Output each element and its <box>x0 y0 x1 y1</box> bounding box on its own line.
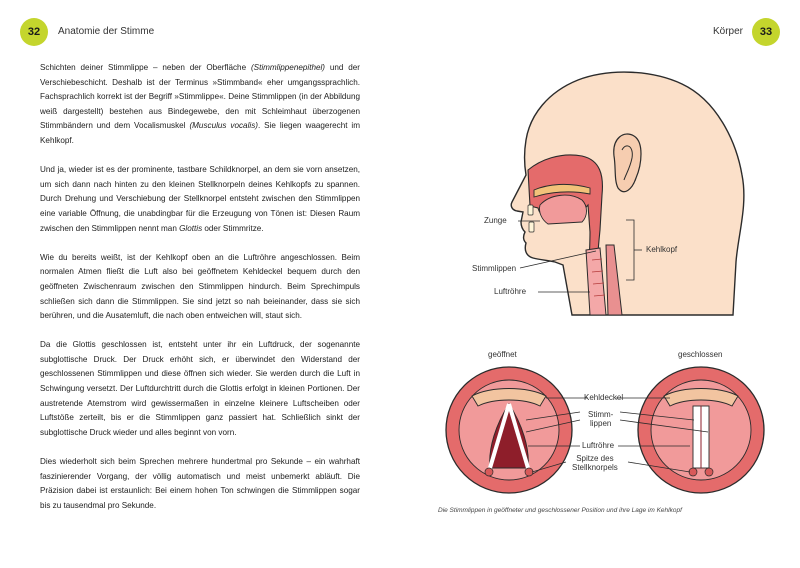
page-number-left: 32 <box>20 18 48 46</box>
label-spitze-line-1: Spitze des <box>576 454 614 463</box>
arytenoid-left <box>485 468 493 476</box>
label-stimmlippen-line-1: Stimm- <box>588 410 614 419</box>
label-spitze-line-2: Stellknorpels <box>572 463 618 472</box>
p1-text-a: Schichten deiner Stimmlippe – neben der Oberfläche <box>40 63 251 72</box>
teeth <box>528 205 533 215</box>
p2-text-b: oder Stimmritze. <box>202 223 264 233</box>
arytenoid-right <box>525 468 533 476</box>
label-kehlkopf: Kehlkopf <box>646 245 678 254</box>
label-stimmlippen-larynx <box>588 410 613 428</box>
teeth-lower <box>529 222 534 232</box>
paragraph-4: Da die Glottis geschlossen ist, entsteht unter ihr ein Luftdruck, der sogenannte subglottische Druck. Der Druck erhöht sich, er überwindet den Widerstand der geschlossenen Stimmlippen und diese öffnen sich wieder. Sie werden durch die Luft in Schwingung versetzt. Der Luftdurchtritt durch die Glottis erfolgt in kleinen Portionen. Der austretende Atemstrom wird gewissermaßen in einzelne kleinere Luftscheiben oder Luftstöße zerteilt, bis er die Stimmlippen ganz passiert hat. Schließlich sinkt der subglottische Druck wieder und alles beginnt von vorn. <box>40 340 360 437</box>
label-spitze-stellknorpel <box>572 454 618 472</box>
tongue <box>539 195 586 224</box>
p1-italic-b: (Musculus vocalis) <box>189 121 258 131</box>
paragraph-3: Wie du bereits weißt, ist der Kehlkopf oben an die Luftröhre angeschlossen. Beim normalen Atmen fließt die Luft also bei geöffnetem Kehldeckel bequem durch den geöffneten Zwischenraum zwischen den Stimmlippen hindurch. Beim Sprechimpuls schließen sich dann die Stimmlippen. Sie sind jetzt so nah beieinander, dass sie sich berühren, und die Ausatemluft, die nach oben entweichen will, staut sich. <box>40 252 360 321</box>
p1-italic-a: (Stimmlippenepithel) <box>250 63 325 72</box>
label-stimmlippen: Stimmlippen <box>472 264 517 273</box>
label-kehldeckel: Kehldeckel <box>584 393 624 402</box>
arytenoid-left <box>689 468 697 476</box>
label-geoeffnet: geöffnet <box>488 350 517 359</box>
arytenoid-right <box>705 468 713 476</box>
p2-italic-a: Glottis <box>179 223 203 233</box>
page-number-right: 33 <box>752 18 780 46</box>
p2-text-a: Und ja, wieder ist es der prominente, tastbare Schildknorpel, an dem sie vorn ansetzen, um sich dann nach hinten zu den kleinen Stellknorpeln deines Kehlkopfs zu spannen. Durch Drehung und Verschiebung der Stellknorpel entsteht zwischen den Stimmlippen eine variable Öffnung, die unabdingbar für die Erzeugung von Tönen ist: Diesen Raum zwischen den Stimmlippen nennt man <box>40 165 360 233</box>
figure-caption: Die Stimmlippen in geöffneter und geschlossener Position und ihre Lage im Kehlkopf <box>438 507 682 514</box>
label-geschlossen: geschlossen <box>678 350 723 359</box>
label-luftroehre: Luftröhre <box>494 287 527 296</box>
running-head-left: Anatomie der Stimme <box>58 26 155 37</box>
label-luftroehre-larynx: Luftröhre <box>582 441 615 450</box>
label-stimmlippen-line-2: lippen <box>589 419 612 428</box>
head-illustration <box>511 72 744 315</box>
running-head-right: Körper <box>713 26 744 37</box>
paragraph-5: Dies wiederholt sich beim Sprechen mehrere hundertmal pro Sekunde – ein wahrhaft faszinierender Vorgang, der völlig automatisch und meist unbemerkt abläuft. Die Präzision dabei ist erstaunlich: Bei einem hohen Ton schwingen die Stimmlippen sogar bis zu tausendmal pro Sekunde. <box>40 457 360 510</box>
larynx-open-illustration <box>446 367 572 493</box>
larynx-closed-illustration <box>638 367 764 493</box>
p1-text-b: und der Verschiebeschicht. Deshalb ist der Terminus »Stimmband« eher umgangssprachlich. Fachsprachlich korrekt ist der Begriff »Stimmlippe«. Deine Stimmlippen (in der Abbildung weiß dargestellt) bestehen aus Bindegewebe, den mit Schleimhaut überzogenen Stimmbändern und dem Vocalismuskel <box>40 63 360 131</box>
label-zunge: Zunge <box>484 216 507 225</box>
p1-text-c: . Sie liegen waagerecht im Kehlkopf. <box>40 121 360 145</box>
